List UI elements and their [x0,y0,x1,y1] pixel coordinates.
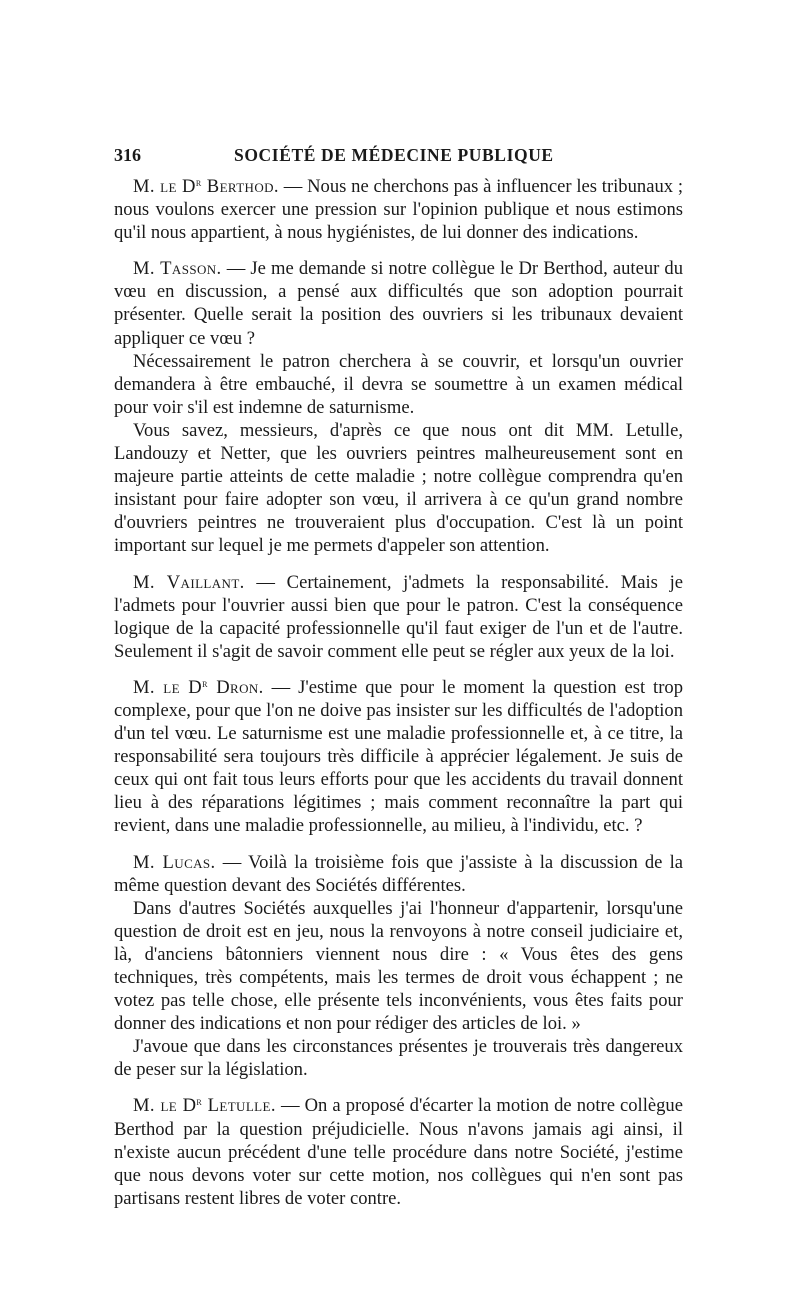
paragraph-tasson [114,257,683,349]
paragraph-tasson-3: Vous savez, messieurs, d'après ce que nous ont dit MM. Letulle, Landouzy et Netter, que les ouvriers peintres malheureusement sont en majeure partie atteints de cette maladie ; notre collègue comprendra qu'en insistant pour faire adopter son vœu, il arrivera à ce qu'un grand nombre d'ouvriers peintres ne trouveraient plus d'occupation. C'est là un point important sur lequel je me permets d'appeler son attention. [114,419,683,557]
paragraph-berthod [114,175,683,244]
page-header [114,145,683,171]
speech-text: — Je me demande si notre collègue le Dr Berthod, auteur du vœu en discussion, a pensé aux difficultés que son adoption pourrait présenter. Quelle serait la position des ouvriers si les tribunaux devaient appliquer ce vœu ? [114,258,684,349]
speech-text: — Voilà la troisième fois que j'assiste à la discussion de la même question devant des Sociétés différentes. [114,851,683,896]
paragraph-lucas-2: Dans d'autres Sociétés auxquelles j'ai l'honneur d'appartenir, lorsqu'une question de droit est en jeu, nous la renvoyons à notre conseil judiciaire et, là, d'anciens bâtonniers viennent nous dire : « Vous êtes des gens techniques, très compétents, mais les termes de droit vous échappent ; ne votez pas telle chose, elle présente tels inconvénients, vous êtes faits pour donner des indications et non pour rédiger des articles de loi. » [114,897,683,1035]
speaker-lucas: M. Lucas. [133,851,216,873]
speech-text: — Nous ne cherchons pas à influencer les tribunaux ; nous voulons exercer une pression sur l'opinion publique et nous estimons qu'il nous appartient, à nous hygiénistes, de lui donner des indications. [114,176,683,244]
speaker-vaillant: M. Vaillant. [133,571,245,593]
speech-text: — J'estime que pour le moment la question est trop complexe, pour que l'on ne doive pas insister sur les difficultés de l'adoption d'un tel vœu. Le saturnisme est une maladie professionnelle et, à ce titre, la responsabilité sera toujours très difficile à apprécier légalement. Je suis de ceux qui ont fait tous leurs efforts pour que les accidents du travail donnent lieu à des réparations légitimes ; mais comment reconnaître la part qui revient, dans une maladie professionnelle, au milieu, à l'individu, etc. ? [114,676,683,837]
paragraph-letulle [114,1094,683,1209]
speaker-letulle: M. le $D^r$ Letulle. [133,1095,276,1117]
paragraph-lucas-3: J'avoue que dans les circonstances présentes je trouverais très dangereux de peser sur la législation. [114,1036,683,1081]
speaker-tasson: M. Tasson. [133,258,222,280]
paragraph-tasson-2: Nécessairement le patron cherchera à se couvrir, et lorsqu'un ouvrier demandera à être embauché, il devra se soumettre à un examen médical pour voir s'il est indemne de saturnisme. [114,350,683,418]
page-number: 316 [114,145,141,165]
speech-text: — On a proposé d'écarter la motion de notre collègue Berthod par la question préjudicielle. Nous n'avons jamais agi ainsi, il n'existe aucun précédent d'une telle procédure dans notre Société, j'estime que nous devons voter sur cette motion, nos collègues qui n'en sont pas partisans restent libres de voter contre. [114,1095,683,1209]
speaker-dron: M. le $D^r$ Dron. [133,676,264,698]
paragraph-vaillant [114,571,683,663]
paragraph-dron [114,676,683,838]
speech-text: — Certainement, j'admets la responsabilité. Mais je l'admets pour l'ouvrier aussi bien que pour le patron. C'est la conséquence logique de la capacité professionnelle qu'il faut exiger de l'un et de l'autre. Seulement il s'agit de savoir comment elle peut se régler aux yeux de la loi. [114,571,683,662]
running-title: SOCIÉTÉ DE MÉDECINE PUBLIQUE [234,145,554,165]
speaker-berthod: M. le $D^r$ Berthod. [133,176,279,197]
paragraph-lucas [114,851,683,897]
page-body [114,145,683,1210]
